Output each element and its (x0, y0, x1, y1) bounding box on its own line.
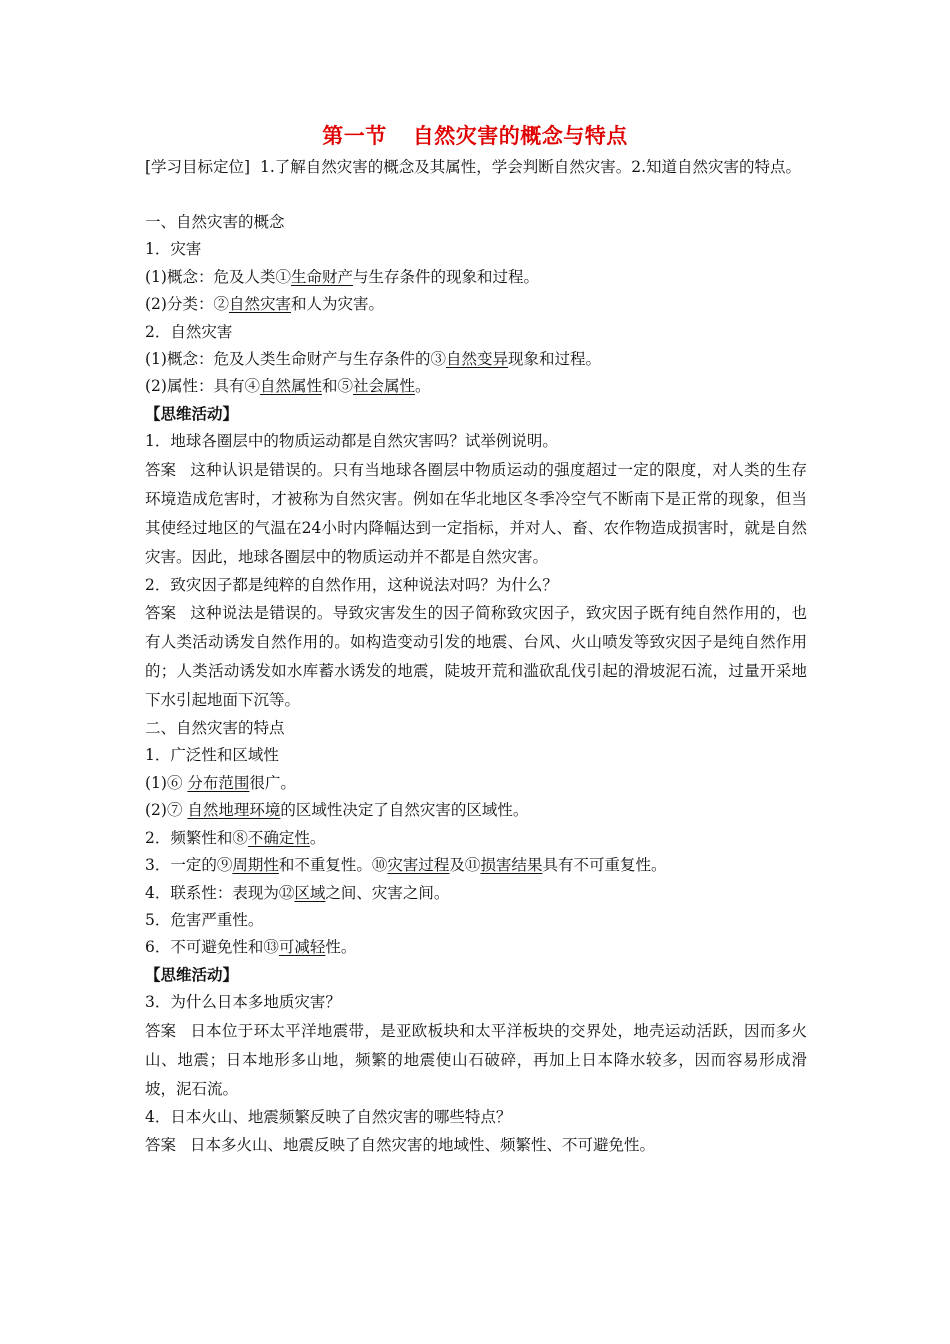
blank-answer-12: 区域 (294, 883, 326, 902)
question-4: 4．日本火山、地震频繁反映了自然灾害的哪些特点？ (145, 1107, 512, 1126)
blank-answer-3: 自然变异 (445, 350, 508, 369)
answer-1 (145, 456, 807, 572)
section2-line7 (145, 934, 807, 961)
blank-answer-4: 自然属性 (259, 377, 322, 396)
text: 和⑤ (321, 377, 353, 396)
section1-sub1: 1．灾害 (145, 240, 202, 259)
section1-line4 (145, 373, 807, 400)
section1-line1 (145, 264, 807, 291)
section2-line5 (145, 880, 807, 907)
section2-line2 (145, 797, 807, 824)
text: 3．一定的⑨ (145, 856, 233, 875)
blank-answer-2: 自然灾害 (228, 295, 291, 314)
section2-line6: 5．危害严重性。 (145, 910, 264, 929)
answer-2 (145, 599, 807, 715)
section1-sub2: 2．自然灾害 (145, 322, 233, 341)
blank-answer-8: 不确定性 (247, 828, 310, 847)
text: 及⑪ (449, 856, 481, 875)
section1-heading: 一、自然灾害的概念 (145, 213, 285, 231)
blank-answer-6: 分布范围 (187, 773, 250, 792)
document-body (145, 153, 807, 1160)
answer-3 (145, 1017, 807, 1104)
blank-answer-9: 周期性 (232, 856, 279, 875)
question-3: 3．为什么日本多地质灾害？ (145, 993, 341, 1012)
blank-answer-1: 生命财产 (290, 267, 353, 286)
answer-text: 日本多火山、地震反映了自然灾害的地域性、频繁性、不可避免性。 (190, 1135, 656, 1154)
blank-answer-5: 社会属性 (353, 377, 416, 396)
text: 很广。 (249, 773, 296, 792)
answer-label: 答案 (145, 1135, 177, 1154)
text: (1)概念：危及人类生命财产与生存条件的③ (145, 350, 446, 369)
text: 2．频繁性和⑧ (145, 828, 248, 847)
text: 具有不可重复性。 (542, 856, 667, 875)
text: 6．不可避免性和⑬ (145, 938, 279, 957)
answer-text: 日本位于环太平洋地震带，是亚欧板块和太平洋板块的交界处，地壳运动活跃，因而多火山、地震；日本地形多山地，频繁的地震使山石破碎，再加上日本降水较多，因而容易形成滑坡，泥石流。 (145, 1021, 807, 1098)
blank-answer-7: 自然地理环境 (187, 801, 281, 820)
title-text: 自然灾害的概念与特点 (412, 124, 628, 148)
text: (2)⑦ (145, 801, 188, 820)
text: 4．联系性：表现为⑫ (145, 883, 295, 902)
question-1: 1．地球各圈层中的物质运动都是自然灾害吗？试举例说明。 (145, 432, 558, 451)
text: 。 (309, 828, 326, 847)
text: 性。 (325, 938, 357, 957)
section1-line3 (145, 346, 807, 373)
thinking-activity-label-2: 【思维活动】 (145, 965, 239, 984)
section1-line2 (145, 291, 807, 318)
blank-answer-11: 损害结果 (480, 856, 543, 875)
text: 。 (415, 377, 431, 396)
section2-line1 (145, 770, 807, 797)
answer-label: 答案 (145, 1021, 177, 1040)
section2-heading: 二、自然灾害的特点 (145, 719, 285, 738)
text: 之间、灾害之间。 (325, 883, 450, 902)
section2-line3 (145, 825, 807, 852)
blank-answer-13: 可减轻 (278, 938, 326, 957)
section2-line4 (145, 852, 807, 879)
text: 的区域性决定了自然灾害的区域性。 (280, 801, 529, 820)
learning-objectives (145, 153, 807, 182)
answer-label: 答案 (145, 604, 177, 623)
text: (1)⑥ (145, 773, 188, 792)
page-title (0, 120, 950, 150)
text: 与生存条件的现象和过程。 (352, 267, 539, 286)
thinking-activity-label-1: 【思维活动】 (145, 404, 239, 423)
text: (2)属性：具有④ (145, 377, 260, 396)
text: 和人为灾害。 (290, 295, 384, 314)
answer-4 (145, 1131, 807, 1160)
objectives-label: [学习目标定位] (145, 158, 251, 176)
text: 和不重复性。⑩ (278, 856, 388, 875)
blank-answer-10: 灾害过程 (387, 856, 450, 875)
question-2: 2．致灾因子都是纯粹的自然作用，这种说法对吗？为什么？ (145, 575, 558, 594)
text: (2)分类：② (145, 295, 229, 314)
answer-text: 这种说法是错误的。导致灾害发生的因子简称致灾因子，致灾因子既有纯自然作用的，也有人类活动诱发自然作用的。如构造变动引发的地震、台风、火山喷发等致灾因子是纯自然作用的；人类活动诱发如水库蓄水诱发的地震，陡坡开荒和滥砍乱伐引起的滑坡泥石流，过量开采地下水引起地面下沉等。 (145, 604, 807, 710)
title-section-number: 第一节 (322, 124, 387, 148)
objectives-text: 1.了解自然灾害的概念及其属性，学会判断自然灾害。2.知道自然灾害的特点。 (259, 158, 802, 176)
section2-sub1: 1．广泛性和区域性 (145, 746, 279, 765)
text: 现象和过程。 (507, 350, 601, 369)
text: (1)概念：危及人类① (145, 267, 291, 286)
answer-text: 这种认识是错误的。只有当地球各圈层中物质运动的强度超过一定的限度，对人类的生存环境造成危害时，才被称为自然灾害。例如在华北地区冬季冷空气不断南下是正常的现象，但当其使经过地区的气温在24小时内降幅达到一定指标，并对人、畜、农作物造成损害时，就是自然灾害。因此，地球各圈层中的物质运动并不都是自然灾害。 (145, 460, 807, 566)
answer-label: 答案 (145, 460, 177, 479)
